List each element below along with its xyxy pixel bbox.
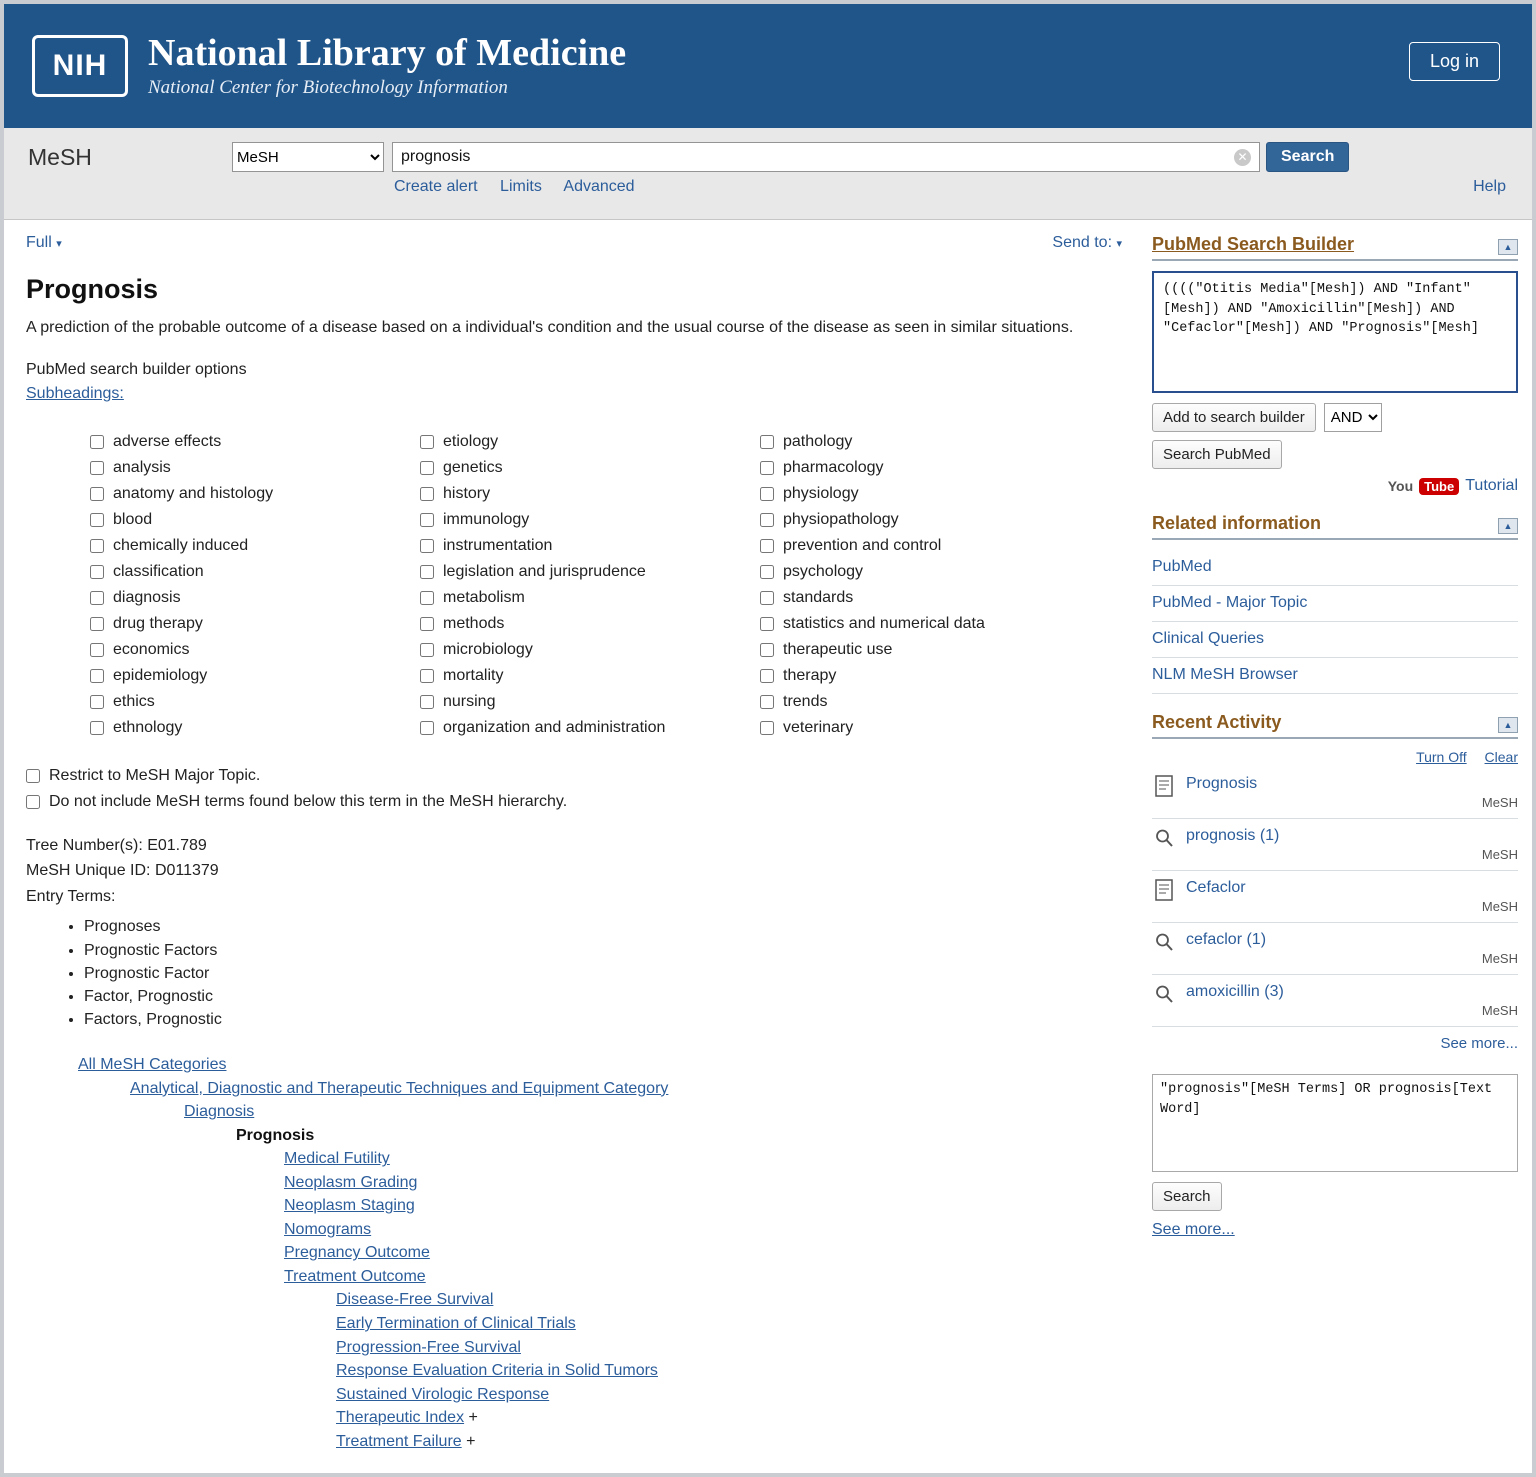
subheading-label[interactable]: legislation and jurisprudence	[443, 562, 646, 580]
subheading-row[interactable]	[420, 563, 760, 581]
subheading-row[interactable]	[760, 433, 1090, 451]
help-link[interactable]: Help	[1473, 178, 1506, 195]
search-sub-links	[394, 178, 653, 196]
search-icon	[1154, 827, 1174, 849]
subheading-checkbox[interactable]	[90, 643, 104, 657]
builder-button-row	[1152, 403, 1518, 432]
recent-activity-item[interactable]	[1152, 767, 1518, 819]
tree-link[interactable]: Medical Futility	[284, 1150, 390, 1168]
youtube-icon-text: You	[1387, 478, 1414, 494]
subheading-label[interactable]: psychology	[783, 562, 864, 580]
panel-header	[1152, 513, 1518, 540]
recent-activity-label[interactable]: cefaclor (1)	[1186, 931, 1267, 948]
tree-link[interactable]: Disease-Free Survival	[336, 1291, 494, 1309]
subheading-row[interactable]	[420, 537, 760, 555]
youtube-icon: Tube	[1419, 478, 1459, 495]
tree-node	[26, 1383, 1122, 1407]
subheading-row[interactable]	[90, 589, 420, 607]
related-information-panel	[1152, 513, 1518, 694]
subheading-checkbox[interactable]	[90, 565, 104, 579]
search-field-wrapper	[392, 142, 1260, 172]
restrict-major-topic-label[interactable]: Restrict to MeSH Major Topic.	[49, 766, 261, 784]
subheading-checkbox[interactable]	[90, 435, 104, 449]
add-to-search-builder-button[interactable]: Add to search builder	[1152, 403, 1316, 432]
nih-header	[4, 4, 1532, 128]
subheading-label[interactable]: economics	[113, 640, 190, 658]
subheading-label[interactable]: chemically induced	[113, 536, 249, 554]
subheading-label[interactable]: microbiology	[443, 640, 533, 658]
subheading-row[interactable]	[760, 459, 1090, 477]
tree-node	[26, 1288, 1122, 1312]
expand-plus-icon[interactable]: +	[468, 1409, 478, 1427]
subheading-label[interactable]: analysis	[113, 458, 171, 476]
subheading-label[interactable]: methods	[443, 614, 505, 632]
search-builder-box	[1152, 271, 1518, 393]
subheading-checkbox[interactable]	[420, 669, 434, 683]
tree-node	[26, 1171, 1122, 1195]
subheading-checkbox[interactable]	[420, 435, 434, 449]
no-explode-row[interactable]	[26, 793, 1122, 811]
subheadings-column-3	[760, 433, 1090, 745]
tree-node	[26, 1077, 1122, 1101]
subheading-checkbox[interactable]	[760, 617, 774, 631]
recent-activity-item[interactable]	[1152, 819, 1518, 871]
subheading-checkbox[interactable]	[420, 565, 434, 579]
search-icon	[1154, 983, 1174, 1005]
recent-activity-title: Recent Activity	[1152, 712, 1282, 732]
tree-node	[26, 1194, 1122, 1218]
subheading-row[interactable]	[760, 719, 1090, 737]
restrict-major-topic-row[interactable]	[26, 767, 1122, 785]
record-metadata	[26, 833, 1122, 910]
recent-activity-db: MeSH	[1481, 1003, 1518, 1018]
subheading-label[interactable]: mortality	[443, 666, 504, 684]
tree-node	[26, 1100, 1122, 1124]
search-pubmed-button[interactable]: Search PubMed	[1152, 440, 1282, 469]
panel-header	[1152, 712, 1518, 739]
tree-node	[26, 1218, 1122, 1242]
subheading-checkbox[interactable]	[420, 539, 434, 553]
subheading-checkbox[interactable]	[420, 721, 434, 735]
subheading-checkbox[interactable]	[760, 487, 774, 501]
recent-activity-see-more[interactable]	[1152, 1035, 1518, 1052]
recent-activity-db: MeSH	[1481, 847, 1518, 862]
tree-link[interactable]: Diagnosis	[184, 1103, 255, 1121]
display-format-dropdown[interactable]	[26, 234, 62, 252]
create-alert-link[interactable]: Create alert	[394, 178, 478, 195]
recent-activity-db: MeSH	[1481, 899, 1518, 914]
recent-activity-controls	[1152, 749, 1518, 765]
subheading-row[interactable]	[90, 537, 420, 555]
document-icon	[1154, 879, 1174, 901]
subheading-checkbox[interactable]	[420, 513, 434, 527]
scope-note: A prediction of the probable outcome of a disease based on a individual's condition and the usual course of the disease as seen in similar situations.	[26, 319, 1074, 336]
recent-activity-db: MeSH	[1481, 951, 1518, 966]
subheading-label[interactable]: pathology	[783, 432, 853, 450]
subheading-row[interactable]	[420, 667, 760, 685]
subheading-checkbox[interactable]	[90, 487, 104, 501]
subheading-checkbox[interactable]	[90, 695, 104, 709]
subheading-checkbox[interactable]	[760, 721, 774, 735]
subheading-row[interactable]	[760, 641, 1090, 659]
subheading-row[interactable]	[760, 693, 1090, 711]
subheading-row[interactable]	[420, 459, 760, 477]
tree-link[interactable]: Neoplasm Staging	[284, 1197, 415, 1215]
subheading-checkbox[interactable]	[90, 669, 104, 683]
tree-link[interactable]: Sustained Virologic Response	[336, 1385, 550, 1403]
subheading-label[interactable]: therapy	[783, 666, 837, 684]
subheading-row[interactable]	[90, 641, 420, 659]
record-toolbar	[26, 234, 1122, 252]
subheading-row[interactable]	[760, 615, 1090, 633]
subheading-label[interactable]: therapeutic use	[783, 640, 893, 658]
subheading-row[interactable]	[420, 485, 760, 503]
tree-link[interactable]: Early Termination of Clinical Trials	[336, 1314, 576, 1332]
see-more-link[interactable]: See more...	[1440, 1035, 1518, 1052]
history-search-button[interactable]: Search	[1152, 1182, 1222, 1211]
search-icon	[1154, 931, 1174, 953]
sidebar	[1144, 220, 1532, 1453]
subheading-row[interactable]	[90, 615, 420, 633]
subheading-row[interactable]	[90, 693, 420, 711]
search-pubmed-row	[1152, 440, 1518, 469]
subheading-checkbox[interactable]	[90, 513, 104, 527]
recent-activity-label[interactable]: prognosis (1)	[1186, 827, 1280, 844]
record-column	[4, 220, 1144, 1453]
subheading-row[interactable]	[760, 563, 1090, 581]
subheading-checkbox[interactable]	[760, 591, 774, 605]
entry-terms-list	[26, 915, 1122, 1031]
advanced-link[interactable]: Advanced	[563, 178, 635, 195]
display-format-label: Full	[26, 234, 52, 251]
subheading-row[interactable]	[420, 433, 760, 451]
expand-plus-icon[interactable]: +	[466, 1432, 476, 1450]
subheading-label[interactable]: diagnosis	[113, 588, 181, 606]
tree-link[interactable]: Pregnancy Outcome	[284, 1244, 430, 1262]
search-history-textarea[interactable]	[1153, 1075, 1517, 1167]
subheading-checkbox[interactable]	[760, 513, 774, 527]
header-titles	[148, 33, 626, 98]
subheadings-column-2	[420, 433, 760, 745]
tree-link[interactable]: Analytical, Diagnostic and Therapeutic Techniques and Equipment Category	[130, 1079, 669, 1097]
tree-node	[26, 1053, 1122, 1077]
subheading-checkbox[interactable]	[760, 695, 774, 709]
tutorial-row	[1152, 477, 1518, 495]
see-more-link[interactable]: See more...	[1152, 1221, 1235, 1238]
subheading-checkbox[interactable]	[760, 435, 774, 449]
collapse-icon[interactable]: ▲	[1498, 239, 1518, 255]
list-item[interactable]	[1152, 586, 1518, 622]
subheading-row[interactable]	[90, 459, 420, 477]
recent-activity-db: MeSH	[1481, 795, 1518, 810]
database-label: MeSH	[28, 144, 92, 170]
subheading-checkbox[interactable]	[420, 617, 434, 631]
subheading-label[interactable]: instrumentation	[443, 536, 553, 554]
chevron-down-icon: ▾	[56, 238, 62, 250]
subheading-label[interactable]: ethnology	[113, 718, 183, 736]
subheading-label[interactable]: epidemiology	[113, 666, 208, 684]
subheading-checkbox[interactable]	[90, 591, 104, 605]
subheading-label[interactable]: trends	[783, 692, 828, 710]
subheading-row[interactable]	[90, 485, 420, 503]
subheading-label[interactable]: blood	[113, 510, 153, 528]
nih-logo-text: NIH	[52, 49, 108, 82]
recent-activity-panel	[1152, 712, 1518, 1052]
subheading-checkbox[interactable]	[420, 643, 434, 657]
page-title: Prognosis	[26, 274, 159, 304]
tree-numbers: Tree Number(s): E01.789	[26, 836, 207, 854]
tree-link[interactable]: Treatment Outcome	[284, 1267, 426, 1285]
related-link-pubmed-major-topic[interactable]: PubMed - Major Topic	[1152, 594, 1308, 611]
login-button[interactable]: Log in	[1409, 42, 1500, 81]
list-item: • Prognoses	[84, 915, 1122, 938]
subheading-row[interactable]	[760, 537, 1090, 555]
tree-link[interactable]: Neoplasm Grading	[284, 1173, 418, 1191]
content-area	[4, 220, 1532, 1453]
subheading-checkbox[interactable]	[760, 461, 774, 475]
list-item[interactable]	[1152, 658, 1518, 694]
subheading-checkbox[interactable]	[90, 539, 104, 553]
subheading-checkbox[interactable]	[420, 487, 434, 501]
subheading-checkbox[interactable]	[90, 617, 104, 631]
subheading-row[interactable]	[420, 589, 760, 607]
search-builder-textarea[interactable]	[1157, 276, 1513, 384]
turn-off-link[interactable]: Turn Off	[1416, 749, 1467, 765]
related-links-list	[1152, 550, 1518, 694]
entry-terms-label: Entry Terms:	[26, 887, 116, 905]
recent-activity-label[interactable]: Prognosis	[1186, 775, 1258, 792]
subheading-checkbox[interactable]	[420, 695, 434, 709]
subheading-label[interactable]: history	[443, 484, 491, 502]
site-title: National Library of Medicine	[148, 32, 627, 75]
subheading-row[interactable]	[420, 719, 760, 737]
mesh-unique-id: MeSH Unique ID: D011379	[26, 862, 219, 880]
subheading-label[interactable]: prevention and control	[783, 536, 942, 554]
subheading-row[interactable]	[90, 433, 420, 451]
document-icon	[1154, 775, 1174, 797]
subheading-checkbox[interactable]	[420, 461, 434, 475]
send-to-dropdown[interactable]	[1052, 234, 1122, 252]
recent-activity-label[interactable]: amoxicillin (3)	[1186, 983, 1284, 1000]
tree-link[interactable]: Nomograms	[284, 1220, 372, 1238]
recent-activity-item[interactable]	[1152, 871, 1518, 923]
nih-logo	[32, 35, 128, 97]
tree-node-current: Prognosis	[236, 1126, 315, 1144]
subheading-row[interactable]	[760, 511, 1090, 529]
recent-activity-item[interactable]	[1152, 975, 1518, 1027]
subheading-label[interactable]: physiology	[783, 484, 859, 502]
history-see-more[interactable]	[1152, 1221, 1518, 1239]
history-search-row	[1152, 1182, 1518, 1211]
tree-node	[26, 1241, 1122, 1265]
subheadings-label[interactable]: Subheadings:	[26, 384, 124, 402]
no-explode-checkbox[interactable]	[26, 795, 40, 809]
recent-activity-label[interactable]: Cefaclor	[1186, 879, 1246, 896]
subheading-label[interactable]: physiopathology	[783, 510, 899, 528]
no-explode-label[interactable]: Do not include MeSH terms found below this term in the MeSH hierarchy.	[49, 792, 568, 810]
tree-node	[26, 1147, 1122, 1171]
list-item[interactable]	[1152, 550, 1518, 586]
subheading-label[interactable]: classification	[113, 562, 204, 580]
subheading-row[interactable]	[760, 485, 1090, 503]
subheading-checkbox[interactable]	[760, 669, 774, 683]
subheading-label[interactable]: etiology	[443, 432, 499, 450]
send-to-label: Send to:	[1052, 234, 1113, 251]
pubmed-search-builder-panel	[1152, 234, 1518, 495]
tree-node	[26, 1430, 1122, 1454]
clear-search-icon[interactable]: ✕	[1234, 149, 1251, 166]
subheading-row[interactable]	[760, 589, 1090, 607]
subheading-label[interactable]: pharmacology	[783, 458, 884, 476]
tree-link[interactable]: All MeSH Categories	[78, 1056, 227, 1074]
tree-node	[26, 1312, 1122, 1336]
subheading-row[interactable]	[420, 641, 760, 659]
tree-node	[26, 1336, 1122, 1360]
subheading-label[interactable]: organization and administration	[443, 718, 666, 736]
tree-node	[26, 1359, 1122, 1383]
subheading-row[interactable]	[760, 667, 1090, 685]
panel-header	[1152, 234, 1518, 261]
site-subtitle: National Center for Biotechnology Information	[148, 76, 508, 98]
subheading-row[interactable]	[420, 615, 760, 633]
tree-link[interactable]: Progression-Free Survival	[336, 1338, 521, 1356]
search-button[interactable]: Search	[1266, 142, 1349, 172]
search-input[interactable]	[393, 148, 1234, 166]
mesh-tree	[26, 1053, 1122, 1453]
related-link-clinical-queries[interactable]: Clinical Queries	[1152, 630, 1265, 647]
related-information-title: Related information	[1152, 513, 1322, 533]
subheading-checkbox[interactable]	[90, 721, 104, 735]
boolean-operator-select[interactable]	[1324, 403, 1382, 432]
collapse-icon[interactable]: ▲	[1498, 518, 1518, 534]
subheading-label[interactable]: ethics	[113, 692, 155, 710]
tree-link[interactable]: Therapeutic Index	[336, 1409, 465, 1427]
subheading-label[interactable]: genetics	[443, 458, 503, 476]
subheadings-column-1	[90, 433, 420, 745]
search-history-box	[1152, 1074, 1518, 1172]
subheading-label[interactable]: standards	[783, 588, 854, 606]
subheading-label[interactable]: anatomy and histology	[113, 484, 274, 502]
list-item[interactable]	[1152, 622, 1518, 658]
tree-node	[26, 1406, 1122, 1430]
subheading-label[interactable]: veterinary	[783, 718, 854, 736]
subheading-label[interactable]: metabolism	[443, 588, 525, 606]
list-item: • Prognostic Factor	[84, 962, 1122, 985]
recent-activity-item[interactable]	[1152, 923, 1518, 975]
tree-link[interactable]: Response Evaluation Criteria in Solid Tumors	[336, 1362, 658, 1380]
subheading-label[interactable]: nursing	[443, 692, 496, 710]
subheading-row[interactable]	[90, 667, 420, 685]
list-item: • Factors, Prognostic	[84, 1008, 1122, 1031]
subheading-row[interactable]	[90, 719, 420, 737]
tree-link[interactable]: Treatment Failure	[336, 1432, 462, 1450]
search-builder-title[interactable]: PubMed Search Builder	[1152, 234, 1355, 254]
subheading-row[interactable]	[90, 563, 420, 581]
limits-link[interactable]: Limits	[500, 178, 542, 195]
clear-link[interactable]: Clear	[1484, 749, 1518, 765]
search-bar	[4, 128, 1532, 220]
subheading-label[interactable]: statistics and numerical data	[783, 614, 985, 632]
collapse-icon[interactable]: ▲	[1498, 717, 1518, 733]
subheading-checkbox[interactable]	[760, 643, 774, 657]
tree-node	[26, 1265, 1122, 1289]
subheading-checkbox[interactable]	[420, 591, 434, 605]
subheading-label[interactable]: immunology	[443, 510, 530, 528]
restrict-major-topic-checkbox[interactable]	[26, 769, 40, 783]
subheading-label[interactable]: drug therapy	[113, 614, 203, 632]
subheading-row[interactable]	[420, 693, 760, 711]
tutorial-link[interactable]: Tutorial	[1465, 477, 1518, 494]
subheadings-grid	[26, 433, 1122, 745]
related-link-pubmed[interactable]: PubMed	[1152, 558, 1212, 575]
subheading-checkbox[interactable]	[760, 539, 774, 553]
subheading-label[interactable]: adverse effects	[113, 432, 222, 450]
subheading-row[interactable]	[90, 511, 420, 529]
chevron-down-icon: ▾	[1116, 238, 1122, 250]
database-select[interactable]	[232, 142, 384, 172]
builder-options-label: PubMed search builder options	[26, 360, 247, 378]
subheading-row[interactable]	[420, 511, 760, 529]
related-link-nlm-mesh-browser[interactable]: NLM MeSH Browser	[1152, 666, 1298, 683]
subheading-checkbox[interactable]	[760, 565, 774, 579]
list-item: • Factor, Prognostic	[84, 985, 1122, 1008]
list-item: • Prognostic Factors	[84, 939, 1122, 962]
subheading-checkbox[interactable]	[90, 461, 104, 475]
